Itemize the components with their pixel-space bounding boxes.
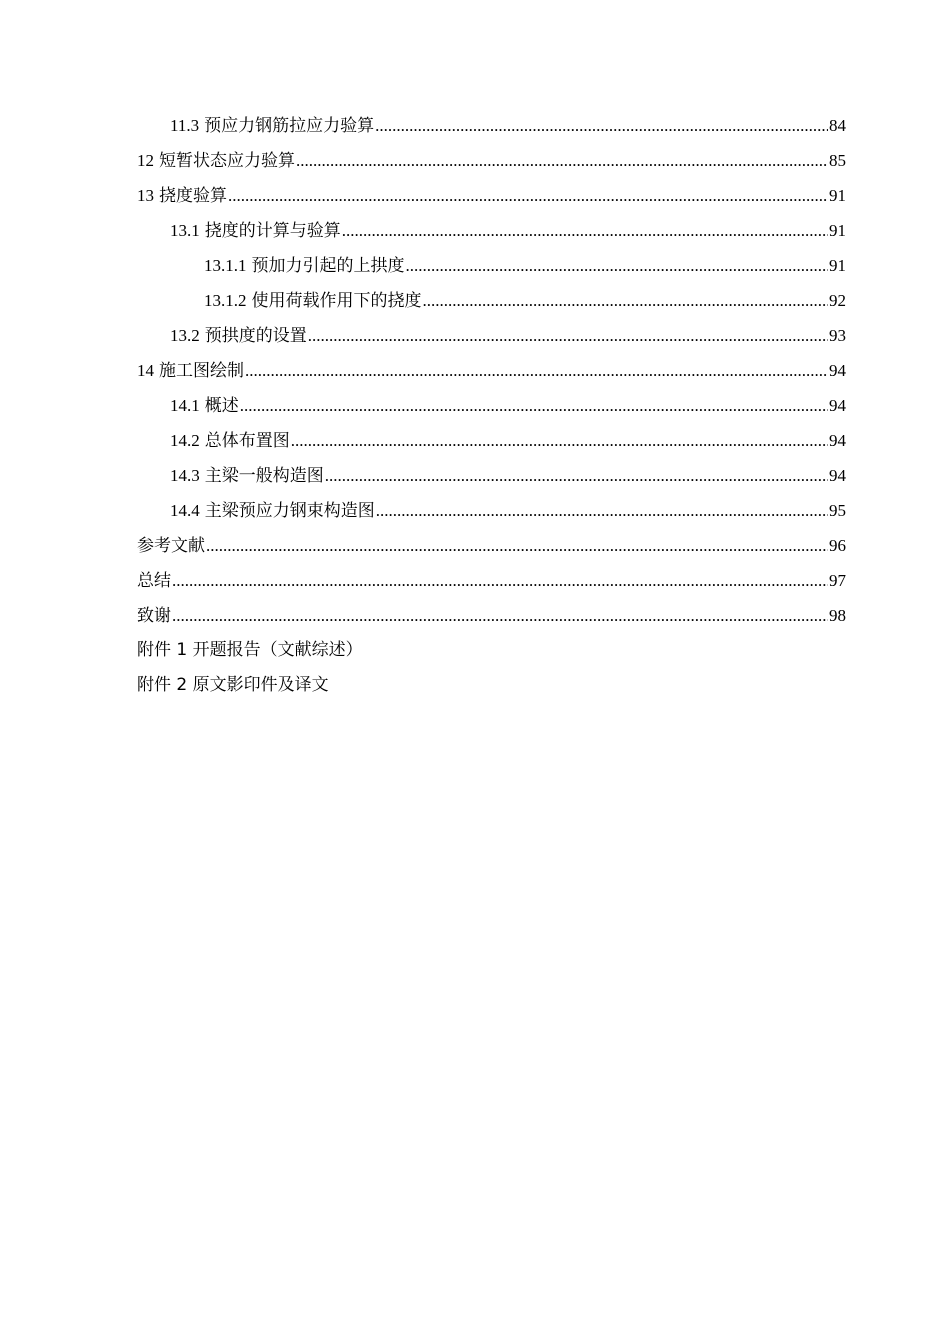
toc-page-number: 98	[829, 606, 846, 625]
toc-entry[interactable]	[137, 633, 846, 668]
toc-leader-dots	[240, 388, 828, 423]
toc-entry[interactable]	[137, 458, 846, 493]
toc-entry[interactable]	[137, 388, 846, 423]
toc-title: 施工图绘制	[159, 361, 244, 381]
toc-leader-dots	[342, 213, 828, 248]
toc-title: 预拱度的设置	[204, 326, 307, 346]
toc-entry[interactable]	[137, 353, 846, 388]
toc-number: 13.1.2	[204, 291, 247, 310]
toc-page-number: 91	[829, 221, 846, 240]
toc-title: 附件 2 原文影印件及译文	[137, 675, 329, 695]
toc-title: 主梁预应力钢束构造图	[204, 501, 375, 521]
toc-entry[interactable]	[137, 668, 846, 703]
toc-number: 13.2	[170, 326, 200, 345]
toc-leader-dots	[206, 528, 828, 563]
toc-title: 挠度验算	[159, 186, 227, 206]
toc-page-number: 97	[829, 571, 846, 590]
toc-number: 14	[137, 361, 154, 380]
toc-leader-dots	[296, 143, 828, 178]
toc-number: 14.1	[170, 396, 200, 415]
toc-number: 13.1	[170, 221, 200, 240]
toc-number: 14.2	[170, 431, 200, 450]
toc-title: 致谢	[137, 606, 171, 626]
toc-leader-dots	[423, 283, 829, 318]
toc-entry[interactable]	[137, 318, 846, 353]
toc-leader-dots	[172, 563, 828, 598]
toc-entry[interactable]	[137, 493, 846, 528]
toc-title: 总体布置图	[204, 431, 290, 451]
toc-title: 使用荷载作用下的挠度	[251, 291, 422, 311]
toc-title: 附件 1 开题报告（文献综述）	[137, 640, 363, 660]
toc-entry[interactable]	[137, 108, 846, 143]
toc-entry[interactable]	[137, 598, 846, 633]
toc-number: 14.4	[170, 501, 200, 520]
toc-page-number: 84	[829, 116, 846, 135]
toc-leader-dots	[245, 353, 828, 388]
toc-title: 预加力引起的上拱度	[251, 256, 405, 276]
toc-page-number: 94	[829, 396, 846, 415]
toc-page-number: 94	[829, 361, 846, 380]
toc-entry[interactable]	[137, 283, 846, 318]
toc-page-number: 91	[829, 186, 846, 205]
toc-page-number: 93	[829, 326, 846, 345]
toc-page-number: 95	[829, 501, 846, 520]
toc-leader-dots	[406, 248, 829, 283]
toc-leader-dots	[325, 458, 828, 493]
toc-entry[interactable]	[137, 563, 846, 598]
toc-page-number: 94	[829, 431, 846, 450]
toc-number: 14.3	[170, 466, 200, 485]
toc-page-number: 96	[829, 536, 846, 555]
toc-number: 11.3	[170, 116, 200, 135]
toc-entry[interactable]	[137, 528, 846, 563]
toc-page-number: 91	[829, 256, 846, 275]
toc-leader-dots	[172, 598, 828, 633]
toc-title: 总结	[137, 571, 171, 591]
toc-page-number: 94	[829, 466, 846, 485]
toc-entry[interactable]	[137, 213, 846, 248]
toc-leader-dots	[291, 423, 828, 458]
table-of-contents	[137, 108, 846, 703]
toc-title: 主梁一般构造图	[204, 466, 324, 486]
toc-number: 13	[137, 186, 154, 205]
toc-leader-dots	[308, 318, 828, 353]
toc-page-number: 92	[829, 291, 846, 310]
toc-title: 挠度的计算与验算	[204, 221, 341, 241]
toc-entry[interactable]	[137, 423, 846, 458]
toc-title: 预应力钢筋拉应力验算	[204, 116, 375, 136]
toc-leader-dots	[375, 108, 828, 143]
toc-number: 13.1.1	[204, 256, 247, 275]
toc-leader-dots	[376, 493, 828, 528]
toc-title: 短暂状态应力验算	[159, 151, 295, 171]
toc-title: 概述	[204, 396, 239, 416]
toc-entry[interactable]	[137, 178, 846, 213]
toc-leader-dots	[228, 178, 828, 213]
toc-entry[interactable]	[137, 248, 846, 283]
toc-number: 12	[137, 151, 154, 170]
toc-page-number: 85	[829, 151, 846, 170]
toc-title: 参考文献	[137, 536, 205, 556]
toc-entry[interactable]	[137, 143, 846, 178]
